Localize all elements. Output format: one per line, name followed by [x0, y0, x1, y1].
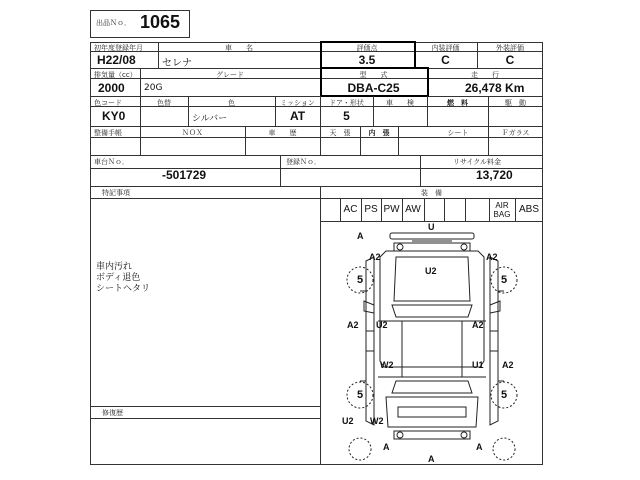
mark-a2-right-side: A2: [472, 320, 484, 330]
mark-a2-front-left: A2: [369, 252, 381, 262]
equipment-label: 装 備: [421, 189, 442, 197]
equip-aw: AW: [405, 204, 421, 215]
color-change-label: 色替: [157, 99, 171, 107]
grade-value: 20G: [144, 83, 163, 93]
equip-ac: AC: [343, 204, 358, 215]
color-code-value: KY0: [102, 109, 126, 123]
manual-label: 整備手帳: [94, 129, 122, 137]
mileage-value: 26,478 Km: [465, 81, 525, 95]
recycle-value: 13,720: [476, 168, 513, 182]
displacement-label: 排気量（cc）: [94, 71, 137, 79]
score-label: 評価点: [356, 44, 378, 52]
mark-front-a: A: [357, 231, 364, 241]
mark-a-rear-left: A: [383, 442, 390, 452]
mark-a-rear-bottom: A: [428, 454, 435, 464]
door-shape-label: ドア・形状: [329, 99, 364, 107]
recycle-label: リサイクル料金: [453, 158, 502, 166]
remarks-line-2: ボディ退色: [96, 273, 141, 283]
car-name-value: セレナ: [162, 58, 192, 69]
equip-airbag: AIR BAG: [493, 201, 511, 219]
vehicle-inspection-label: 車 検: [386, 99, 414, 107]
mark-a2-right-rear: A2: [502, 360, 514, 370]
exhibit-label: 出品Ｎｏ．: [96, 19, 131, 27]
grade-label: グレード: [216, 71, 244, 79]
mark-front-u: U: [428, 222, 435, 232]
displacement-value: 2000: [98, 81, 125, 95]
mark-w2-left: W2: [380, 360, 394, 370]
nox-label: ＮＯＸ: [182, 129, 203, 137]
exterior-value: C: [505, 53, 515, 67]
repair-label: 修復歴: [102, 409, 123, 417]
mark-a2-front-right: A2: [486, 252, 498, 262]
mark-a2-left-side: A2: [347, 320, 359, 330]
registration-label: 登録Ｎｏ．: [286, 158, 321, 166]
tire-rear-left: 5: [357, 389, 364, 401]
color-value: シルバー: [192, 114, 228, 124]
interior-trim-label: 内 張: [368, 129, 390, 137]
history-label: 車 歴: [268, 129, 297, 137]
car-diagram: [320, 221, 543, 465]
model-label: 型 式: [359, 71, 388, 79]
model-value: DBA-C25: [347, 81, 400, 95]
color-label: 色: [228, 99, 235, 107]
transmission-label: ミッション: [280, 99, 315, 107]
mark-u2-left-side: U2: [376, 320, 388, 330]
remarks-line-3: シートヘタリ: [96, 284, 151, 294]
car-name-label: 車 名: [225, 44, 253, 52]
drive-label: 駆 動: [505, 99, 526, 107]
score-value: 3.5: [358, 53, 376, 67]
fuel-label: 燃 料: [447, 99, 468, 107]
mark-u1-right: U1: [472, 360, 484, 370]
color-code-label: 色コード: [94, 99, 122, 107]
exterior-label: 外装評価: [496, 44, 524, 52]
transmission-value: AT: [289, 109, 306, 123]
chassis-value: -501729: [162, 168, 207, 182]
first-reg-value: H22/08: [97, 53, 136, 67]
roof-label: 天 張: [329, 129, 351, 137]
mark-u2-hood: U2: [425, 266, 437, 276]
equip-abs: ABS: [518, 204, 539, 215]
tire-rear-right: 5: [501, 389, 508, 401]
equip-pw: PW: [383, 204, 400, 215]
glass-label: Ｆガラス: [501, 129, 530, 137]
first-reg-label: 初年度登録年月: [94, 44, 143, 52]
mark-u2-rear: U2: [342, 416, 354, 426]
interior-value: C: [441, 53, 450, 67]
chassis-label: 車台Ｎｏ．: [94, 158, 129, 166]
mark-w2-rear: W2: [370, 416, 384, 426]
mark-a-rear-right: A: [476, 442, 483, 452]
tire-front-left: 5: [357, 274, 364, 286]
door-shape-value: 5: [343, 109, 350, 123]
exhibit-number: 1065: [140, 12, 181, 32]
mileage-label: 走 行: [471, 71, 499, 79]
remarks-line-1: 車内汚れ: [96, 262, 133, 272]
seat-label: シート: [447, 129, 469, 137]
equip-ps: PS: [364, 204, 378, 215]
interior-label: 内装評価: [431, 44, 460, 52]
tire-front-right: 5: [501, 274, 508, 286]
remarks-label: 特記事項: [102, 189, 130, 197]
